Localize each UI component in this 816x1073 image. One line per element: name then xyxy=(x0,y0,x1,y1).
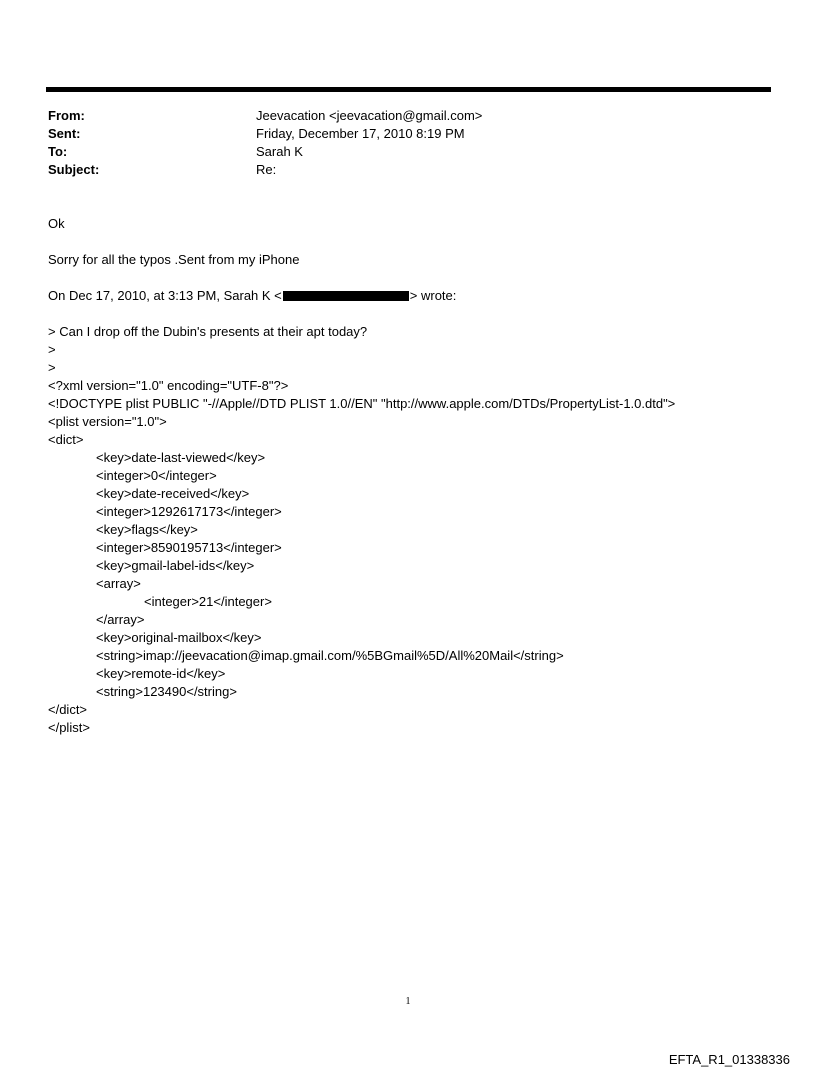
redaction-bar xyxy=(283,291,409,301)
to-label: To: xyxy=(48,144,68,159)
quoted-line: > xyxy=(48,342,56,357)
bates-number: EFTA_R1_01338336 xyxy=(668,1052,790,1067)
xml-line: </dict> xyxy=(48,702,88,717)
email-header xyxy=(48,107,482,179)
quote-intro xyxy=(48,287,456,305)
xml-line: <?xml version="1.0" encoding="UTF-8"?> xyxy=(48,378,289,393)
from-label: From: xyxy=(48,108,85,123)
quoted-line: > xyxy=(48,360,56,375)
xml-line: </plist> xyxy=(48,720,90,735)
header-rule xyxy=(46,87,771,92)
xml-line: <!DOCTYPE plist PUBLIC "-//Apple//DTD PLIST 1.0//EN" "http://www.apple.com/DTDs/PropertyList-1.0.dtd"> xyxy=(48,396,676,411)
sent-value: Friday, December 17, 2010 8:19 PM xyxy=(256,126,465,141)
xml-line: <integer>1292617173</integer> xyxy=(96,504,282,519)
page-number: 1 xyxy=(405,996,411,1007)
xml-line: <array> xyxy=(96,576,141,591)
from-row xyxy=(48,107,482,125)
xml-line: <string>123490</string> xyxy=(96,684,237,699)
quoted-line: > Can I drop off the Dubin's presents at their apt today? xyxy=(48,324,368,339)
xml-line: <key>gmail-label-ids</key> xyxy=(96,558,255,573)
xml-line: <string>imap://jeevacation@imap.gmail.com/%5BGmail%5D/All%20Mail</string> xyxy=(96,648,564,663)
xml-line: <key>original-mailbox</key> xyxy=(96,630,262,645)
xml-line: <key>date-last-viewed</key> xyxy=(96,450,266,465)
subject-value: Re: xyxy=(256,162,277,177)
xml-line: <integer>0</integer> xyxy=(96,468,217,483)
xml-line: </array> xyxy=(96,612,145,627)
reply-text: Ok xyxy=(48,216,65,231)
sent-row xyxy=(48,125,482,143)
sent-label: Sent: xyxy=(48,126,81,141)
signature-text: Sorry for all the typos .Sent from my iPhone xyxy=(48,252,300,267)
xml-line: <plist version="1.0"> xyxy=(48,414,167,429)
xml-line: <dict> xyxy=(48,432,84,447)
subject-label: Subject: xyxy=(48,162,100,177)
quote-intro-before: On Dec 17, 2010, at 3:13 PM, Sarah K < xyxy=(48,288,282,303)
quote-intro-after: > wrote: xyxy=(409,288,457,303)
to-row xyxy=(48,143,482,161)
from-value: Jeevacation <jeevacation@gmail.com> xyxy=(256,108,483,123)
xml-line: <key>remote-id</key> xyxy=(96,666,226,681)
xml-line: <integer>21</integer> xyxy=(144,594,272,609)
xml-line: <key>date-received</key> xyxy=(96,486,250,501)
subject-row xyxy=(48,161,482,179)
xml-line: <key>flags</key> xyxy=(96,522,198,537)
xml-line: <integer>8590195713</integer> xyxy=(96,540,282,555)
to-value: Sarah K xyxy=(256,144,303,159)
